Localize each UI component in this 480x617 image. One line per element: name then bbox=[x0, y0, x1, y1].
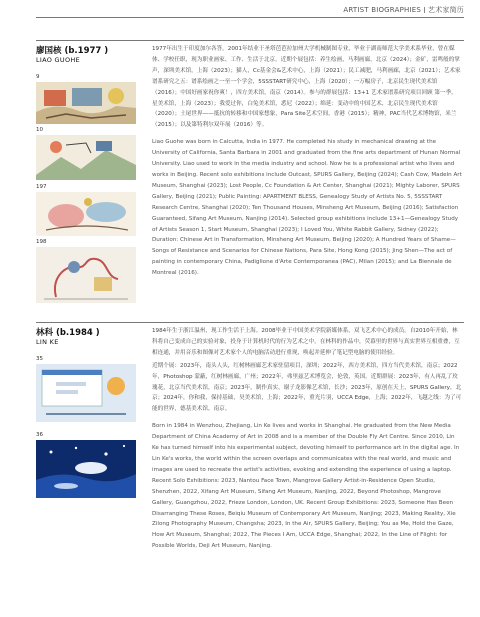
plate-number: 10 bbox=[36, 127, 43, 133]
artwork-thumbnail bbox=[36, 82, 136, 124]
plate-number: 197 bbox=[36, 184, 47, 190]
artist-name-cn: 林科 (b.1984 ) bbox=[36, 328, 100, 338]
artist-divider-2 bbox=[36, 322, 464, 323]
artwork-thumbnail bbox=[36, 135, 136, 180]
section-title-cn: 艺术家简历 bbox=[428, 6, 464, 14]
artist-divider-1 bbox=[36, 40, 464, 41]
header-divider bbox=[424, 7, 425, 13]
bio-english-exhibitions: Recent Solo Exhibitions: 2023, Nantou Face Town, Mangrove Gallery Artist-in-Residence Open Studio, Shenzhen, 2022, Xifang Art Museum, Sifang Art Museum, Nanjing, 2022, Beyond Photoshop, Mangrove Gallery, Guangzhou, 2022, Frieze London, London, UK. Recent Group Exhibitions: 2023, Someone Has Been Disarranging These Roses, Beiqiu Museum of Contemporary Art Museum, Nanjing; 2023, Making Reality, Xie Zilong Photography Museum, Changsha; 2023, In the Air, SPURS Gallery, Beijing; You as Me, Hold the Gaze, How Art Museum, Shanghai; 2022, The Pieces I Am, UCCA Edge, Shanghai; 2022, In the Line of Flight: for Possible Worlds, Deji Art Museum, Nanjing. bbox=[152, 477, 456, 550]
artwork-thumbnail bbox=[36, 440, 136, 498]
artwork-thumbnail bbox=[36, 364, 136, 422]
biography-text bbox=[152, 326, 462, 552]
plate-number: 198 bbox=[36, 239, 47, 245]
artist-name-en: LIN KE bbox=[36, 338, 59, 346]
bio-chinese: 1977年出生于印度加尔各答，2001年结业于圣塔芭芭拉加州大学机械制图专业，毕业于湖南师范大学美术系毕业，曾在媒体、学校任职，现为职业画家、工作、生活于北京。近期个展包括：养生绘画，马利画廊，北京（2024）；金矿，雷鸣般的掌声，深圳美术馆，上海（2023）；猫人，Cc基金会&艺术中心，上海（2021）；民工减肥，马利画廊，北京（2021）；艺术家谱系研究之五：谱系绘画之一至一个学会，5SSSTART研究中心，上海（2020）；一万幅房子，北京民生现代美术馆（2016）；中国好画家祝你爽！，四方美术馆，南京（2014）。参与的群展包括：13+1 艺术家谱系研究项目回顾 第一季，星美术馆，上海（2023）；我爱过你，白兔美术馆，悉尼（2022）；绵延：变动中的中国艺术，北京民生现代美术馆（2020）；土尾世界——抵抗的转移和中国家想象，Para Site艺术空间，香港（2015）；精神，PAC当代艺术博物馆，米兰（2015）；以及第特利尔双年展（2016）等。 bbox=[152, 46, 461, 129]
artwork-thumbnail bbox=[36, 247, 136, 303]
artist-name-en: LIAO GUOHE bbox=[36, 56, 80, 64]
bio-chinese: 1984年生于浙江温州，现工作生活于上海。2008毕业于中国美术学院新媒体系，双飞艺术中心的成员。自2010年开始，林科将自己变成自己的实验对象，投身于计算机时代的行为艺术之中。在林科的作品中，荧幕里的世界与真实世界互相重叠，互相连通，并用音乐和图像对艺术家个人的电脑活动进行重现，唤起并延伸了笔记型电脑的使用经验。 bbox=[152, 328, 460, 356]
plate-number: 35 bbox=[36, 356, 43, 362]
plate-number: 9 bbox=[36, 74, 40, 80]
bio-english: Liao Guohe was born in Calcutta, India in 1977. He completed his study in mechanical drawing at the University of California, Santa Barbara in 2001 and graduated from the fine arts department of Hunan Normal University. Liao used to work in the media industry and school. Now he is a professional artist who lives and works in Beijing. Recent solo exhibitions include Outcast, SPURS Gallery, Beijing (2024); Cash Cow, Madeln Art Museum, Shanghai (2023); Lost People, Cc Foundation & Art Center, Shanghai (2021); Mighty Laborer, SPURS Gallery, Beijing (2021); Public Painting: APARTMENT BLESS, Genealogy Study of Artists No. 5, 5SSSTART Research Centre, Shanghai (2020); Ten Thousand Houses, Minsheng Art Museum, Beijing (2016); Satisfaction Guaranteed, Sifang Art Museum, Nanjing (2014). Selected group exhibitions include 13+1—Genealogy Study of Artists Season 1, Start Museum, Shanghai (2023); I Loved You, White Rabbit Gallery, Sidney (2022); Duration: Chinese Art in Transformation, Minsheng Art Museum, Beijing (2020); A Hundred Years of Shame—Songs of Resistance and Scenarios for Chinese Nations, Para Site, Hong Kong (2015); Jing Shen—The act of painting in contemporary China, Padiglione d'Arte Contemporanea (PAC), Milan (2015); and La Biennale de Montreal (2016). bbox=[152, 139, 462, 277]
biography-text bbox=[152, 44, 462, 279]
section-title-en: ARTIST BIOGRAPHIES bbox=[343, 6, 421, 14]
running-header bbox=[343, 5, 464, 15]
artwork-thumbnail bbox=[36, 192, 136, 236]
artist-name-cn: 廖国核 (b.1977 ) bbox=[36, 46, 109, 56]
plate-number: 36 bbox=[36, 432, 43, 438]
bio-chinese-exhibitions: 近期个展：2023年，南头人头，红树林画廊艺术家驻留项目，深圳；2022年，西方美术馆，四方当代美术馆，南京；2022年，Photoshop 蒙蔽，红树林画廊，广州；2022年，弗里兹艺术博览会，伦敦，英国。近期群展：2023年，有人再乱了玫瑰花，北京当代美术馆，南京；2023年，制作真实，谢子龙影像艺术馆，长沙；2023年，原创在天上，SPURS Gallery，北京；2024年，你和我，保持基础，昊美术馆，上海；2022年，重光片羽，UCCA Edge，上海；2022年，飞越之线：为了可能的世界，德基美术馆，南京。 bbox=[152, 362, 462, 413]
header-rule bbox=[36, 17, 464, 18]
bio-english: Born in 1984 in Wenzhou, Zhejiang, Lin Ke lives and works in Shanghai. He graduated from the New Media Department of China Academy of Art in 2008 and is a member of the Double Fly Art Centre. Since 2010, Lin Ke has turned himself into his experimental subject, devoting himself to performance art in the digital age. In Lin Ke's works, the world within the screen overlaps and communicates with the real world, and music and images are used to recreate the artist's activities, evoking and extending the experience of using a laptop. bbox=[152, 423, 460, 473]
